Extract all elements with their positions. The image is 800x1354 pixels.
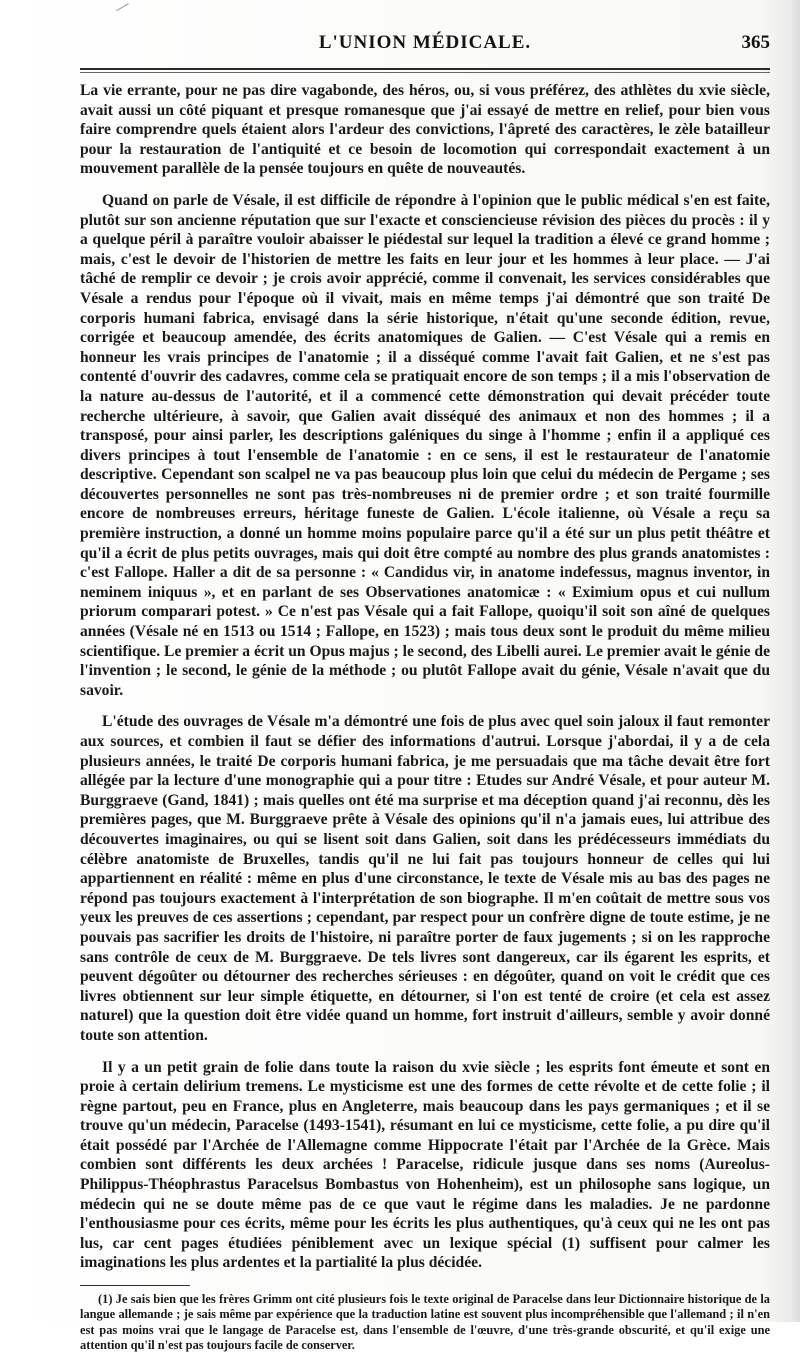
paragraph-1: La vie errante, pour ne pas dire vagabonde, des héros, ou, si vous préférez, des athlètes du xvie siècle, avait aussi un côté piquant et presque romanesque que j'ai essayé de mettre en relief, pour bien vous faire comprendre quels étaient alors l'ardeur des convictions, l'âpreté des caractères, le zèle batailleur pour la restauration de l'antiquité et ce besoin de locomotion qui correspondait exactement à un mouvement parallèle de la pensée toujours en quête de nouveautés. <box>80 82 770 178</box>
header-rule <box>80 72 770 73</box>
paragraph-3: L'étude des ouvrages de Vésale m'a démontré une fois de plus avec quel soin jaloux il faut remonter aux sources, et combien il faut se défier des informations d'autrui. Lorsque j'abordai, il y a de cela plusieurs années, le traité De corporis humani fabrica, je me persuadais que ma tâche devait être fort allégée par la lecture d'une monographie qui a pour titre : Etudes sur André Vésale, et pour auteur M. Burggraeve (Gand, 1841) ; mais quelles ont été ma surprise et ma déception quand j'ai reconnu, dès les premières pages, que M. Burggraeve prête à Vésale des opinions qu'il n'a jamais eues, lui attribue des découvertes imaginaires, ou qui se lisent soit dans Galien, soit dans les prédécesseurs immédiats du célèbre anatomiste de Bruxelles, tandis qu'il ne lui fait pas toujours honneur de celles qui lui appartiennent en réalité : même en plus d'une circonstance, le texte de Vésale mis au bas des pages ne répond pas toujours exactement à l'interprétation de son biographe. Il m'en coûtait de mettre sous vos yeux les preuves de ces assertions ; cependant, par respect pour un confrère digne de toute estime, je ne pouvais pas sacrifier les droits de l'histoire, ni paraître porter de faux jugements ; si on les rapproche sans contrôle de ceux de M. Burggraeve. De tels livres sont dangereux, car ils égarent les esprits, et peuvent dégoûter ou détourner des recherches sérieuses : en dégoûter, quand on voit le crédit que ces livres obtiennent sur leur simple étiquette, en détourner, si l'on est tenté de croire (et cela est assez naturel) que la question doit être vidée quand un homme, fort instruit d'ailleurs, semble y avoir donné toute son attention. <box>80 713 770 1044</box>
running-header <box>80 28 770 70</box>
journal-title: L'UNION MÉDICALE. <box>318 32 532 53</box>
page-number: 365 <box>741 32 770 53</box>
paragraph-2: Quand on parle de Vésale, il est difficile de répondre à l'opinion que le public médical s'en est faite, plutôt sur son ancienne réputation que sur l'exacte et consciencieuse révision des pièces du procès : il y a quelque péril à paraître vouloir abaisser le piédestal sur lequel la tradition a élevé ce grand homme ; mais, c'est le devoir de l'historien de mettre les faits en leur jour et les hommes à leur place. — J'ai tâché de remplir ce devoir ; je crois avoir apprécié, comme il convenait, les services considérables que Vésale a rendus pour l'époque où il vivait, mais en même temps j'ai démontré que son traité De corporis humani fabrica, envisagé dans la série historique, n'était qu'une seconde édition, revue, corrigée et beaucoup amendée, des écrits anatomiques de Galien. — C'est Vésale qui a remis en honneur les vrais principes de l'anatomie ; il a disséqué comme l'avait fait Galien, et ne s'est pas contenté d'ouvrir des cadavres, comme cela se pratiquait encore de son temps ; il a mis l'observation de la nature au-dessus de l'autorité, et il a commencé cette démonstration qui devait précéder toute recherche ultérieure, à savoir, que Galien avait disséqué des animaux et non des hommes ; il a transposé, pour ainsi parler, les descriptions galéniques du singe à l'homme ; enfin il a appliqué ces divers principes à tout l'ensemble de l'anatomie : en ce sens, il est le restaurateur de l'anatomie descriptive. Cependant son scalpel ne va pas beaucoup plus loin que celui du médecin de Pergame ; ses découvertes personnelles ne sont pas très-nombreuses ni de premier ordre ; et son traité fourmille encore de nombreuses erreurs, héritage funeste de Galien. L'école italienne, où Vésale a reçu sa première instruction, a donné un homme moins populaire parce qu'il a été sur un plus petit théâtre et qu'il a écrit de plus petits ouvrages, mais qui doit être compté au nombre des plus grands anatomistes : c'est Fallope. Haller a dit de sa personne : « Candidus vir, in anatome indefessus, magnus inventor, in neminem iniquus », et en parlant de ses Observationes anatomicæ : « Eximium opus et cui nullum priorum comparari potest. » Ce n'est pas Vésale qui a fait Fallope, quoiqu'il soit son aîné de quelques années (Vésale né en 1513 ou 1514 ; Fallope, en 1523) ; mais tous deux sont le produit du même milieu scientifique. Le premier a écrit un Opus majus ; le second, des Libelli aurei. Le premier avait le génie de l'invention ; le second, le génie de la méthode ; ou plutôt Fallope avait du génie, Vésale n'avait que du savoir. <box>80 191 770 699</box>
footnote-rule <box>80 1285 190 1286</box>
page-mark <box>116 3 134 20</box>
footnote: (1) Je sais bien que les frères Grimm ont cité plusieurs fois le texte original de Paracelse dans leur Dictionnaire historique de la langue allemande ; je sais même par expérience que la traduction latine est souvent plus incompréhensible que l'allemand ; il n'en est pas moins vrai que le langage de Paracelse est, dans l'ensemble de l'œuvre, d'une très-grande obscurité, et qu'il exige une attention qu'il n'est pas toujours facile de conserver. <box>80 1292 770 1353</box>
paragraph-4: Il y a un petit grain de folie dans toute la raison du xvie siècle ; les esprits font émeute et sont en proie à certain delirium tremens. Le mysticisme est une des formes de cette révolte et de cette folie ; il règne partout, peu en France, plus en Angleterre, mais beaucoup dans les pays germaniques ; et il se trouve qu'un médecin, Paracelse (1493-1541), résumant en lui ce mysticisme, cette folie, a pu dire qu'il était possédé par l'Archée de l'Allemagne comme Hippocrate l'était par l'Archée de la Grèce. Mais combien sont différents les deux archées ! Paracelse, ridicule jusque dans ses noms (Aureolus-Philippus-Théophrastus Paracelsus Bombastus von Hohenheim), est un philosophe sans logique, un médecin qui ne se doute même pas de ce que vaut le régime dans les maladies. Je ne pardonne l'enthousiasme pour ces écrits, même pour les écrits les plus authentiques, qu'à ceux qui ne les ont pas lus, car cent pages étudiées péniblement avec un lexique spécial (1) suffisent pour calmer les imaginations les plus ardentes et la partialité la plus décidée. <box>80 1058 770 1272</box>
document-page <box>80 28 770 1354</box>
